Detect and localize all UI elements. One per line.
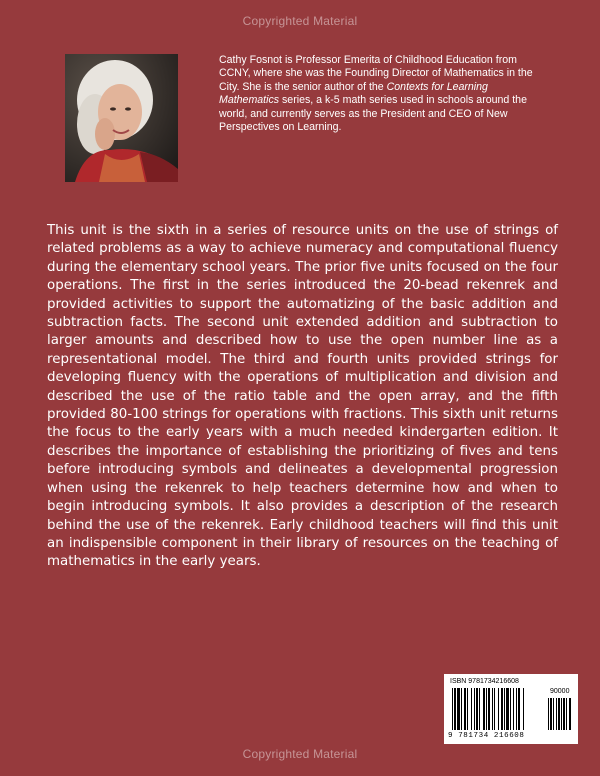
author-bio-text-2: series, a k-5 math series used in schools around the world, and currently serves as the President and CEO of New Perspectives on Learning.	[219, 94, 527, 134]
series-title: Contexts for Learning Mathematics	[219, 80, 488, 107]
author-photo	[65, 54, 178, 182]
price-code: 90000	[550, 688, 570, 695]
author-bio-text-1: Cathy Fosnot is Professor Emerita of Childhood Education from CCNY, where she was the Founding Director of Mathematics in the City. She is the senior author of the	[219, 54, 533, 93]
book-description: This unit is the sixth in a series of resource units on the use of strings of related problems as a way to achieve numeracy and computational fluency during the elementary school years. The prior five units focused on the four operations. The first in the series introduced the 20-bead rekenrek and provided activities to support the automatizing of the basic addition and subtraction facts. The second unit extended addition and subtraction to larger amounts and described how to use the open number line as a representational model. The third and fourth units provided strings for developing fluency with the operations of multiplication and division and described the use of the ratio table and the open array, and the fifth provided 80-100 strings for operations with fractions. This sixth unit returns the focus to the early years with a much needed kindergarten edition. It describes the importance of establishing the prioritizing of fives and tens before introducing symbols and delineates a developmental progression when using the rekenrek to help teachers determine how and when to begin introducing symbols. It also provides a description of the research behind the use of the rekenrek. Early childhood teachers will find this unit an indispensible component in their library of resources on the teaching of mathematics in the early years.	[47, 223, 558, 570]
watermark-top: Copyrighted Material	[242, 14, 358, 28]
isbn-barcode	[444, 674, 578, 744]
watermark-bottom: Copyrighted Material	[242, 747, 358, 761]
isbn-label: ISBN 9781734216608	[450, 678, 519, 685]
barcode-bars	[450, 688, 572, 732]
author-bio	[219, 54, 549, 134]
isbn-digits: 9 781734 216608	[448, 732, 525, 740]
